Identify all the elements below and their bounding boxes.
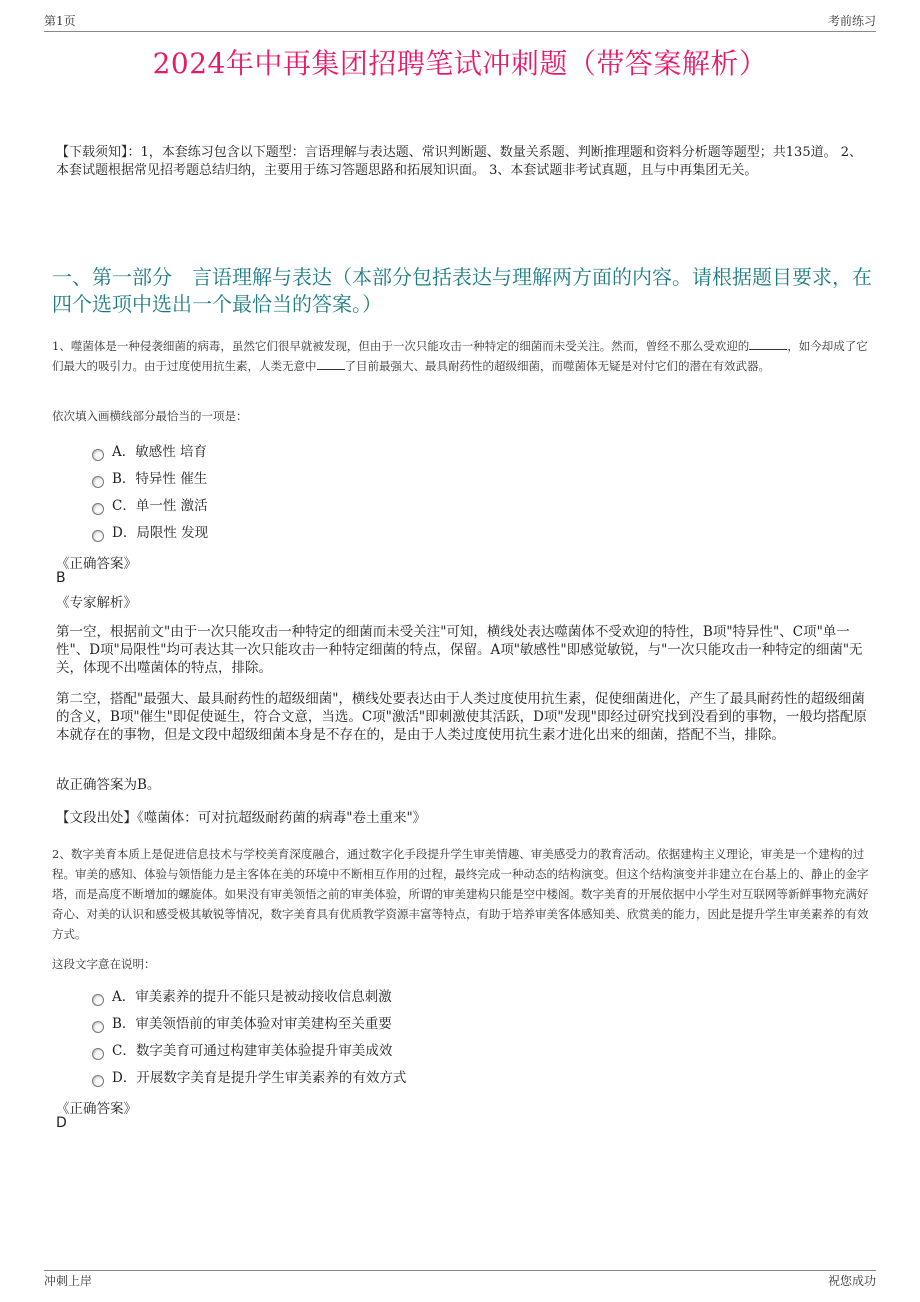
footer-right: 祝您成功	[827, 1274, 876, 1288]
question-2-option-c[interactable]: C．数字美育可通过构建审美体验提升审美成效	[92, 1041, 392, 1061]
question-1-option-b[interactable]: B．特异性 催生	[92, 469, 207, 489]
page-header	[44, 12, 876, 32]
question-1-answer-label: 《正确答案》	[56, 556, 137, 572]
question-1-stem	[52, 336, 870, 376]
radio-icon[interactable]	[92, 449, 104, 461]
question-1-answer: B	[56, 570, 66, 586]
question-1-conclusion: 故正确答案为B。	[56, 777, 161, 793]
radio-icon[interactable]	[92, 476, 104, 488]
blank-2	[317, 357, 345, 370]
header-label: 考前练习	[827, 14, 876, 28]
document-title: 2024年中再集团招聘笔试冲刺题（带答案解析）	[152, 47, 768, 80]
question-1-analysis-p1: 第一空，根据前文"由于一次只能攻击一种特定的细菌而未受关注"可知，横线处表达噬菌体不受欢迎的特性，B项"特异性"、C项"单一性"、D项"局限性"均可表达其一次只能攻击一种特定细菌的特点，保留。A项"敏感性"即感觉敏锐，与"一次只能攻击一种特定的细菌"无关，体现不出噬菌体的特点，排除。	[56, 624, 863, 676]
radio-icon[interactable]	[92, 1075, 104, 1087]
footer-rule	[44, 1270, 876, 1271]
question-1-option-c[interactable]: C．单一性 激活	[92, 496, 208, 516]
radio-icon[interactable]	[92, 1048, 104, 1060]
question-1-text-b: ，如今却成了它们最大的吸引力。由于过度使用抗生素，人类无意中	[52, 339, 868, 373]
question-1-text-c: 了目前最强大、最具耐药性的超级细菌，而噬菌体无疑是对付它们的潜在有效武器。	[344, 359, 770, 373]
radio-icon[interactable]	[92, 503, 104, 515]
question-1-analysis-p2: 第二空，搭配"最强大、最具耐药性的超级细菌"，横线处要表达由于人类过度使用抗生素，促使细菌进化，产生了最具耐药性的超级细菌的含义，B项"催生"即促使诞生，符合文意，当选。C项"激活"即刺激使其活跃，D项"发现"即经过研究找到没看到的事物，一般均搭配原本就存在的事物，但是文段中超级细菌本身是不存在的，是由于人类过度使用抗生素才进化出来的细菌，搭配不当，排除。	[56, 691, 867, 743]
question-2-option-a[interactable]: A．审美素养的提升不能只是被动接收信息刺激	[92, 987, 392, 1007]
question-1-option-a[interactable]: A．敏感性 培育	[92, 442, 207, 462]
question-1-source: 【文段出处】《噬菌体：可对抗超级耐药菌的病毒"卷土重来"》	[56, 810, 427, 826]
question-1-prompt: 依次填入画横线部分最恰当的一项是：	[52, 409, 248, 423]
header-rule	[44, 31, 876, 32]
question-2-option-d[interactable]: D．开展数字美育是提升学生审美素养的有效方式	[92, 1068, 406, 1088]
radio-icon[interactable]	[92, 530, 104, 542]
page-footer	[44, 1272, 876, 1292]
footer-left: 冲刺上岸	[44, 1274, 93, 1288]
question-1-analysis-label: 《专家解析》	[56, 595, 137, 611]
radio-icon[interactable]	[92, 994, 104, 1006]
question-2-prompt: 这段文字意在说明：	[52, 957, 156, 971]
question-2-option-b[interactable]: B．审美领悟前的审美体验对审美建构至关重要	[92, 1014, 392, 1034]
question-1-text-a: 1、噬菌体是一种侵袭细菌的病毒，虽然它们很早就被发现，但由于一次只能攻击一种特定的细菌而未受关注。然而，曾经不那么受欢迎的	[52, 339, 750, 353]
blank-1	[749, 337, 787, 350]
question-2-answer-label: 《正确答案》	[56, 1101, 137, 1117]
download-notice: 【下载须知】：1，本套练习包含以下题型：言语理解与表达题、常识判断题、数量关系题、判断推理题和资料分析题等题型；共135道。 2、本套试题根据常见招考题总结归纳，主要用于练习答题思路和拓展知识面。 3、本套试题非考试真题，且与中再集团无关。	[56, 145, 862, 178]
question-1-option-d[interactable]: D．局限性 发现	[92, 523, 208, 543]
question-2-answer: D	[56, 1115, 67, 1131]
question-2-stem: 2、数字美育本质上是促进信息技术与学校美育深度融合，通过数字化手段提升学生审美情趣、审美感受力的教育活动。依据建构主义理论，审美是一个建构的过程。审美的感知、体验与领悟能力是主客体在美的环境中不断相互作用的过程，最终完成一种动态的结构演变。但这个结构演变并非建立在台基上的、静止的金字塔，而是高度不断增加的螺旋体。如果没有审美领悟之前的审美体验，所谓的审美建构只能是空中楼阁。数字美育的开展依据中小学生对互联网等新鲜事物充满好奇心、对美的认识和感受极其敏锐等情况，数字美育具有优质教学资源丰富等特点，有助于培养审美客体感知美、欣赏美的能力，因此是提升学生审美素养的有效方式。	[52, 847, 869, 941]
section-heading: 一、第一部分 言语理解与表达（本部分包括表达与理解两方面的内容。请根据题目要求，在四个选项中选出一个最恰当的答案。）	[52, 265, 872, 316]
radio-icon[interactable]	[92, 1021, 104, 1033]
page-number: 第1页	[44, 14, 76, 28]
